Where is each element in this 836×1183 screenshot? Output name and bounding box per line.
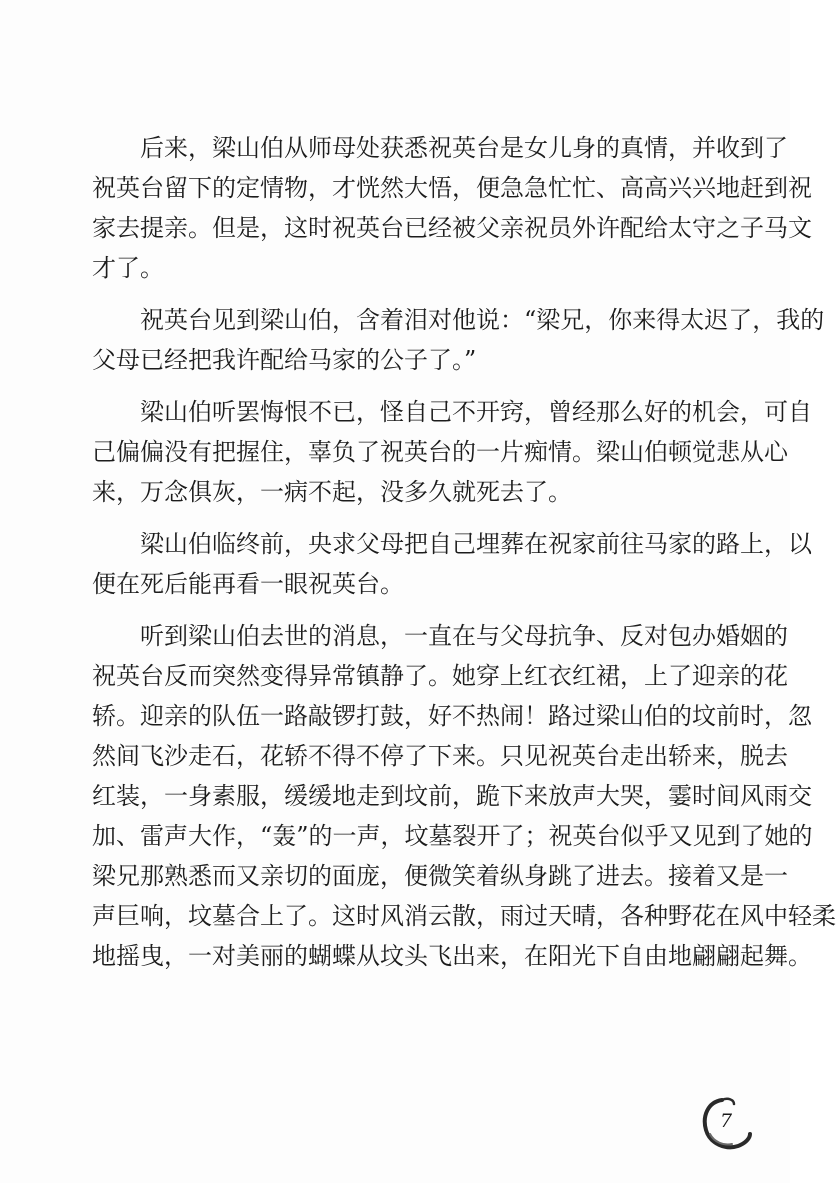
paragraph (92, 128, 812, 288)
text-line: 才了。 (92, 254, 164, 282)
text-line: 祝英台见到梁山伯，含着泪对他说：“梁兄，你来得太迟了，我的 (140, 306, 825, 334)
paragraph (92, 524, 812, 604)
text-line: 梁山伯临终前，央求父母把自己埋葬在祝家前往马家的路上，以 (140, 530, 812, 558)
text-line: 便在死后能再看一眼祝英台。 (92, 570, 404, 598)
text-line: 己偏偏没有把握住，辜负了祝英台的一片痴情。梁山伯顿觉悲从心 (92, 438, 788, 466)
text-line: 红装，一身素服，缓缓地走到坟前，跪下来放声大哭，霎时间风雨交 (92, 782, 812, 810)
text-line: 听到梁山伯去世的消息，一直在与父母抗争、反对包办婚姻的 (140, 622, 788, 650)
page-number: 7 (720, 1110, 733, 1132)
text-line: 后来，梁山伯从师母处获悉祝英台是女儿身的真情，并收到了 (140, 134, 788, 162)
paragraph (92, 616, 836, 976)
text-line: 祝英台反而突然变得异常镇静了。她穿上红衣红裙，上了迎亲的花 (92, 662, 788, 690)
text-line: 然间飞沙走石，花轿不得不停了下来。只见祝英台走出轿来，脱去 (92, 742, 788, 770)
text-line: 家去提亲。但是，这时祝英台已经被父亲祝员外许配给太守之子马文 (92, 214, 812, 242)
paragraph (92, 392, 812, 512)
paragraph (92, 300, 825, 380)
text-line: 祝英台留下的定情物，才恍然大悟，便急急忙忙、高高兴兴地赶到祝 (92, 174, 812, 202)
text-line: 父母已经把我许配给马家的公子了。” (92, 346, 477, 374)
text-line: 梁山伯听罢悔恨不已，怪自己不开窍，曾经那么好的机会，可自 (140, 398, 812, 426)
text-line: 加、雷声大作，“轰”的一声，坟墓裂开了；祝英台似乎又见到了她的 (92, 822, 813, 850)
text-line: 梁兄那熟悉而又亲切的面庞，便微笑着纵身跳了进去。接着又是一 (92, 862, 788, 890)
body-text (92, 128, 836, 988)
text-line: 轿。迎亲的队伍一路敲锣打鼓，好不热闹！路过梁山伯的坟前时，忽 (92, 702, 812, 730)
text-line: 来，万念俱灰，一病不起，没多久就死去了。 (92, 478, 572, 506)
page-number-ornament (700, 1094, 756, 1154)
text-line: 地摇曳，一对美丽的蝴蝶从坟头飞出来，在阳光下自由地翩翩起舞。 (92, 942, 812, 970)
text-line: 声巨响，坟墓合上了。这时风消云散，雨过天晴，各种野花在风中轻柔 (92, 902, 836, 930)
